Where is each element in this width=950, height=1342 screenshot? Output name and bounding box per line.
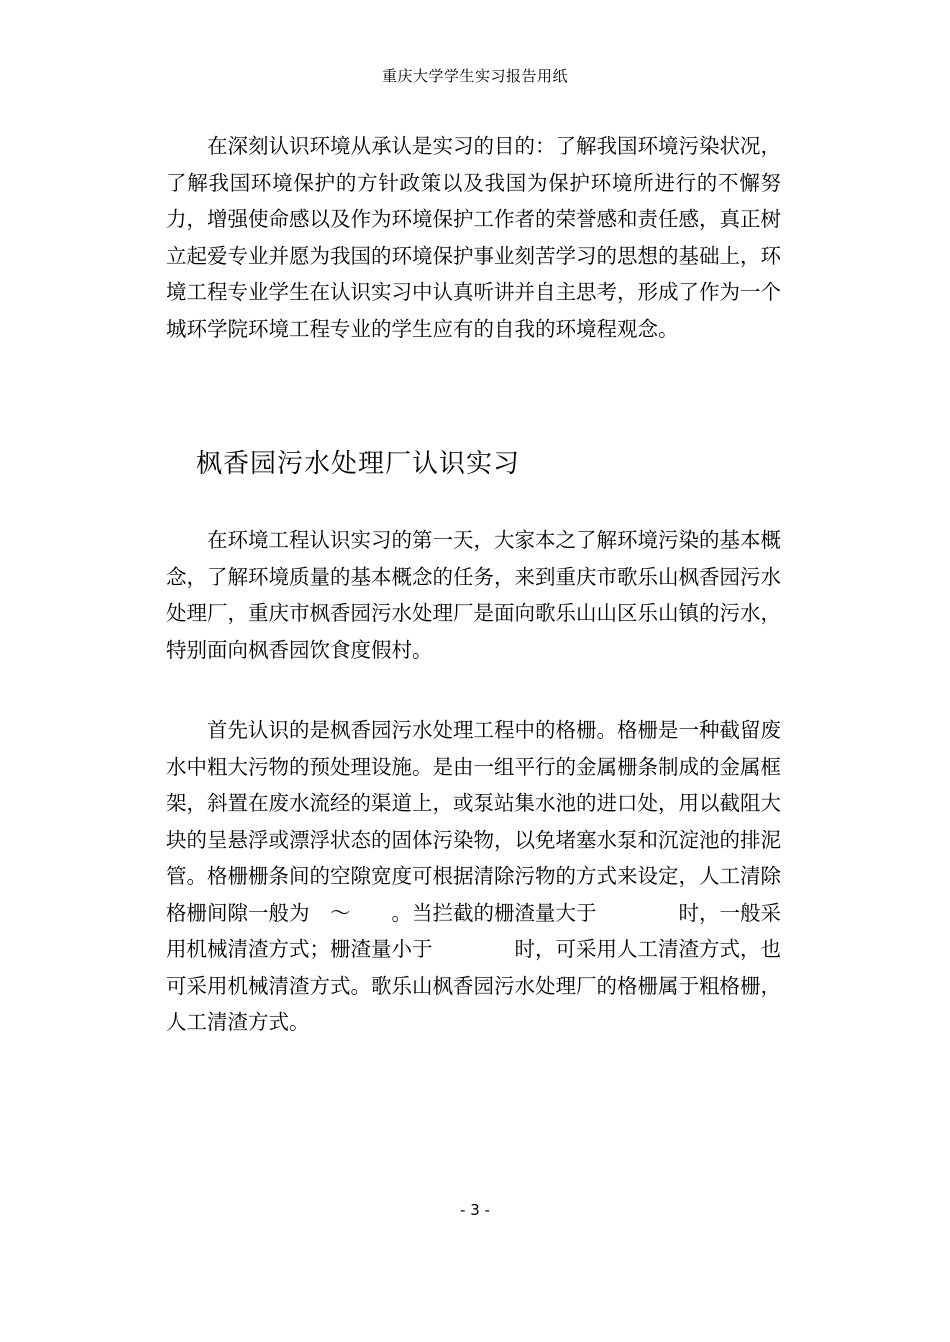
paragraph-grille: 首先认识的是枫香园污水处理工程中的格栅。格栅是一种截留废水中粗大污物的预处理设施。是由一组平行的金属栅条制成的金属框架，斜置在废水流经的渠道上，或泵站集水池的进口处，用以截阻大块的呈悬浮或漂浮状态的固体污染物，以免堵塞水泵和沉淀池的排泥管。格栅栅条间的空隙宽度可根据清除污物的方式来设定，人工清除格栅间隙一般为 ～ 。当拦截的栅渣量大于 时，一般采用机械清渣方式；栅渣量小于 时，可采用人工清渣方式，也可采用机械清渣方式。歌乐山枫香园污水处理厂的格栅属于粗格栅，人工清渣方式。 [166,718,781,1034]
paragraph-plant-visit: 在环境工程认识实习的第一天，大家本之了解环境污染的基本概念，了解环境质量的基本概念的任务，来到重庆市歌乐山枫香园污水处理厂，重庆市枫香园污水处理厂是面向歌乐山山区乐山镇的污水，特别面向枫香园饮食度假村。 [166,528,781,662]
page-header: 重庆大学学生实习报告用纸 [381,67,568,85]
page-number: - 3 - [460,1201,490,1219]
section-heading: 枫香园污水处理厂认识实习 [196,449,521,479]
paragraph-internship-purpose: 在深刻认识环境从承认是实习的目的：了解我国环境污染状况，了解我国环境保护的方针政策以及我国为保护环境所进行的不懈努力，增强使命感以及作为环境保护工作者的荣誉感和责任感，真正树立起爱专业并愿为我国的环境保护事业刻苦学习的思想的基础上，环境工程专业学生在认识实习中认真听讲并自主思考，形成了作为一个城环学院环境工程专业的学生应有的自我的环境程观念。 [166,134,781,341]
